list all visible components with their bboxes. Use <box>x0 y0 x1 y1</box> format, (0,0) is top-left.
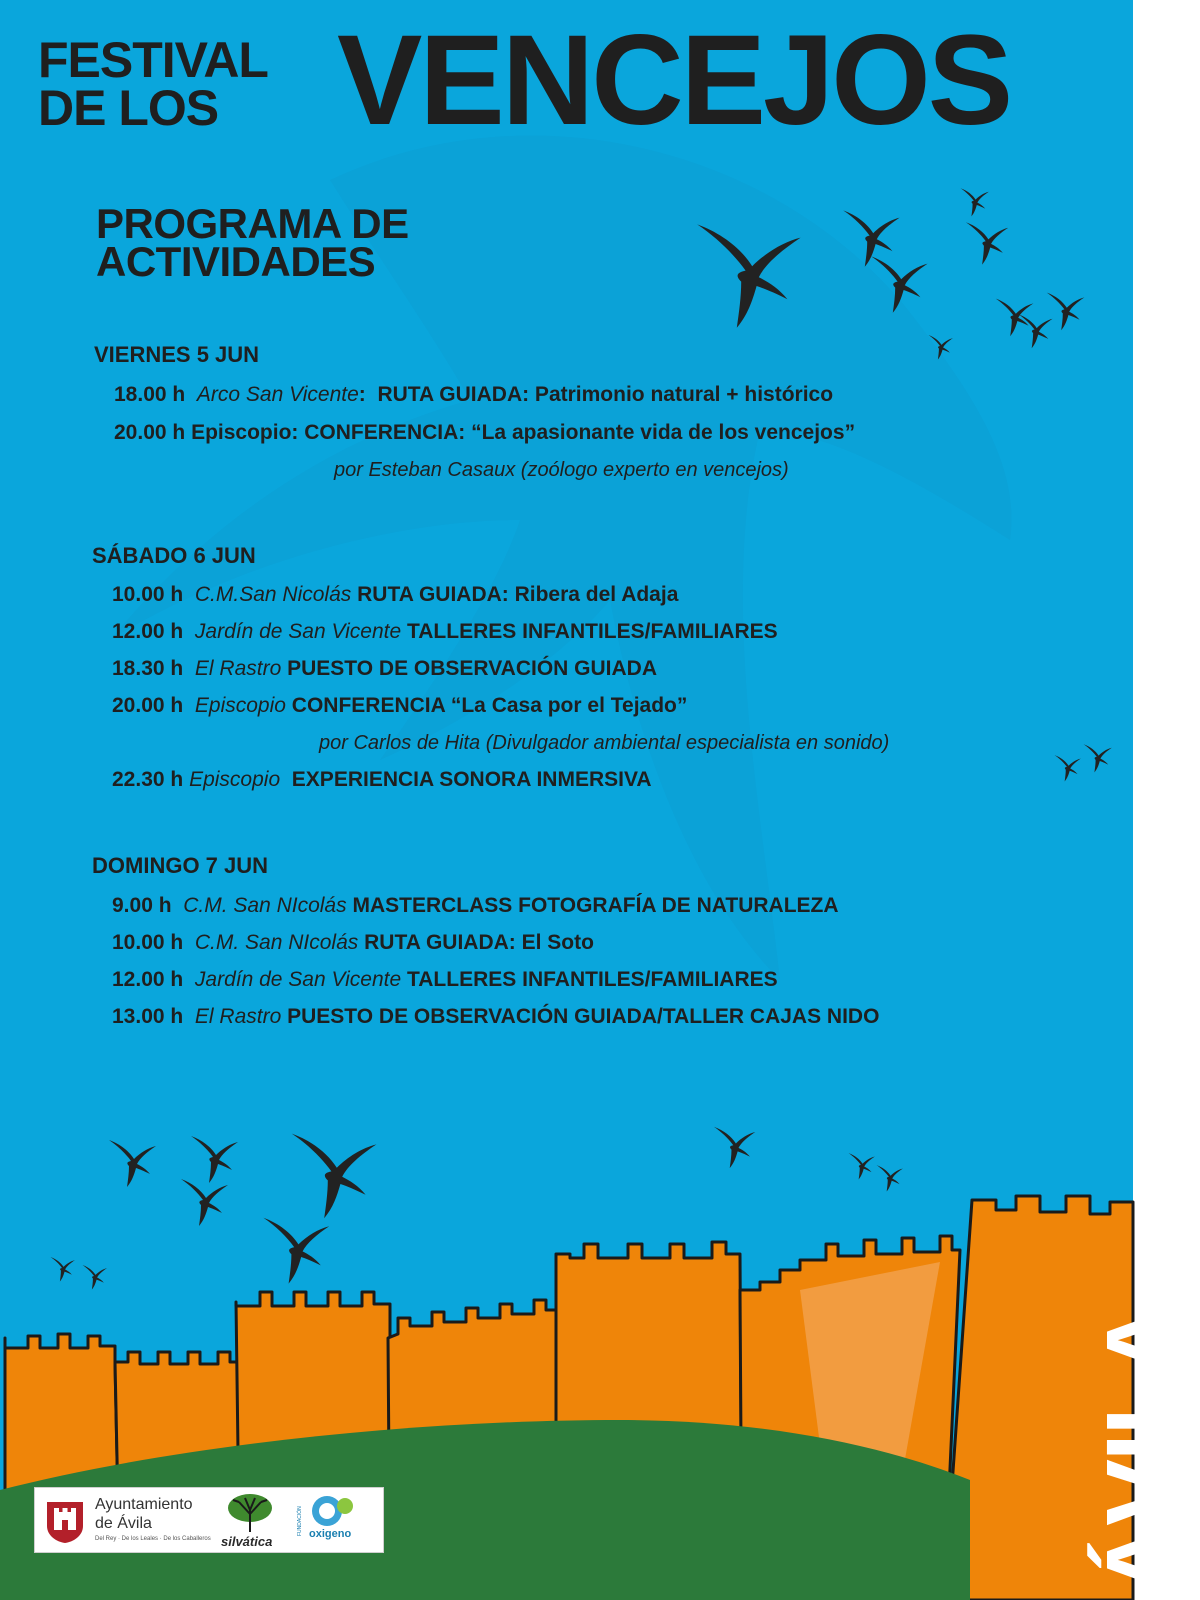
event-time: 20.00 h <box>114 421 186 444</box>
ayuntamiento-city: de Ávila <box>95 1515 152 1532</box>
event-place: C.M. San NIcolás <box>194 931 359 954</box>
event-place: Episcopio <box>194 694 286 717</box>
city-name: ÁVILA <box>1086 1306 1198 1596</box>
event-row <box>112 894 839 918</box>
swift-bird-icon <box>877 1165 903 1191</box>
event-row <box>112 1005 879 1029</box>
event-place: C.M. San NIcolás <box>183 894 347 917</box>
event-row <box>112 968 778 992</box>
title-vencejos: VENCEJOS <box>337 9 1011 152</box>
event-row <box>112 657 657 681</box>
silvatica-tree-icon <box>225 1492 275 1534</box>
event-activity: RUTA GUIADA: Patrimonio natural + histórico <box>377 383 834 406</box>
event-row <box>112 694 687 718</box>
swift-bird-icon <box>849 1153 875 1179</box>
event-place: Jardín de San Vicente <box>194 968 402 991</box>
event-activity: PUESTO DE OBSERVACIÓN GUIADA <box>287 657 657 680</box>
swift-bird-icon <box>1055 755 1081 781</box>
event-row <box>112 583 678 607</box>
event-time: 10.00 h <box>112 931 184 954</box>
day-heading-sabado: SÁBADO 6 JUN <box>92 543 256 568</box>
swift-bird-icon <box>714 1127 755 1168</box>
event-place: Jardín de San Vicente <box>194 620 402 643</box>
event-time: 22.30 h <box>112 768 184 791</box>
day-heading-viernes: VIERNES 5 JUN <box>94 342 260 367</box>
swift-bird-icon <box>966 222 1008 264</box>
event-row <box>112 931 594 955</box>
event-row <box>114 421 855 445</box>
oxigeno-o2-icon <box>305 1494 355 1528</box>
sponsor-logos <box>34 1487 384 1553</box>
event-time: 12.00 h <box>112 968 184 991</box>
event-time: 10.00 h <box>112 583 184 606</box>
ayuntamiento-shield-icon <box>45 1500 85 1544</box>
event-time: 18.00 h <box>114 383 186 406</box>
event-place: El Rastro <box>194 657 282 680</box>
event-time: 9.00 h <box>112 894 172 917</box>
swift-bird-icon <box>996 299 1034 337</box>
ayuntamiento-motto: Del Rey · De los Leales · De los Caballeros <box>95 1536 211 1542</box>
title-de-los: DE LOS <box>38 80 219 136</box>
event-time: 12.00 h <box>112 620 184 643</box>
swift-bird-icon <box>961 188 989 216</box>
event-activity: RUTA GUIADA: El Soto <box>364 931 594 954</box>
ayuntamiento-text: Ayuntamiento <box>95 1496 193 1513</box>
event-place: Episcopio <box>191 421 292 444</box>
day-heading-domingo: DOMINGO 7 JUN <box>92 853 269 878</box>
event-activity: MASTERCLASS FOTOGRAFÍA DE NATURALEZA <box>352 894 839 917</box>
event-activity: EXPERIENCIA SONORA INMERSIVA <box>291 768 652 791</box>
silvatica-text: silvática <box>221 1534 273 1549</box>
oxigeno-text: oxigeno <box>309 1528 352 1540</box>
event-place: El Rastro <box>194 1005 282 1028</box>
swift-bird-icon <box>263 1218 329 1284</box>
event-time: 18.30 h <box>112 657 184 680</box>
event-separator: : <box>291 421 299 444</box>
swift-bird-icon <box>181 1179 228 1226</box>
fundacion-text: FUNDACIÓN <box>297 1506 303 1536</box>
event-place: Episcopio <box>189 768 281 791</box>
program-title-line2: ACTIVIDADES <box>96 238 376 285</box>
title-festival: FESTIVAL <box>38 32 268 88</box>
swift-bird-icon <box>191 1136 238 1183</box>
event-row <box>112 768 652 792</box>
event-activity: TALLERES INFANTILES/FAMILIARES <box>407 968 778 991</box>
swift-bird-icon <box>1019 314 1053 348</box>
event-time: 13.00 h <box>112 1005 184 1028</box>
event-activity: RUTA GUIADA: Ribera del Adaja <box>357 583 679 606</box>
swift-bird-icon <box>83 1265 107 1289</box>
event-activity: PUESTO DE OBSERVACIÓN GUIADA/TALLER CAJAS NIDO <box>287 1005 880 1028</box>
event-activity: CONFERENCIA “La Casa por el Tejado” <box>291 694 688 717</box>
event-activity: TALLERES INFANTILES/FAMILIARES <box>407 620 778 643</box>
event-row <box>112 620 778 644</box>
event-separator: : <box>358 383 366 406</box>
event-byline: por Carlos de Hita (Divulgador ambiental especialista en sonido) <box>319 732 890 754</box>
avila-dates-banner <box>1085 1040 1200 1596</box>
swift-bird-icon <box>51 1257 75 1281</box>
swift-bird-icon <box>292 1134 377 1219</box>
event-byline: por Esteban Casaux (zoólogo experto en vencejos) <box>334 459 789 481</box>
swift-bird-icon <box>1084 744 1112 772</box>
swift-bird-icon <box>1047 293 1085 331</box>
event-time: 20.00 h <box>112 694 184 717</box>
festival-dates: 5·6·7·junio·26 <box>1141 1039 1185 1300</box>
program-title-line1: PROGRAMA DE <box>96 200 409 247</box>
event-row <box>114 383 833 407</box>
event-place: Arco San Vicente <box>196 383 359 406</box>
swift-bird-icon <box>109 1140 156 1187</box>
event-activity: CONFERENCIA: “La apasionante vida de los vencejos” <box>304 421 856 444</box>
event-place: C.M.San Nicolás <box>194 583 352 606</box>
